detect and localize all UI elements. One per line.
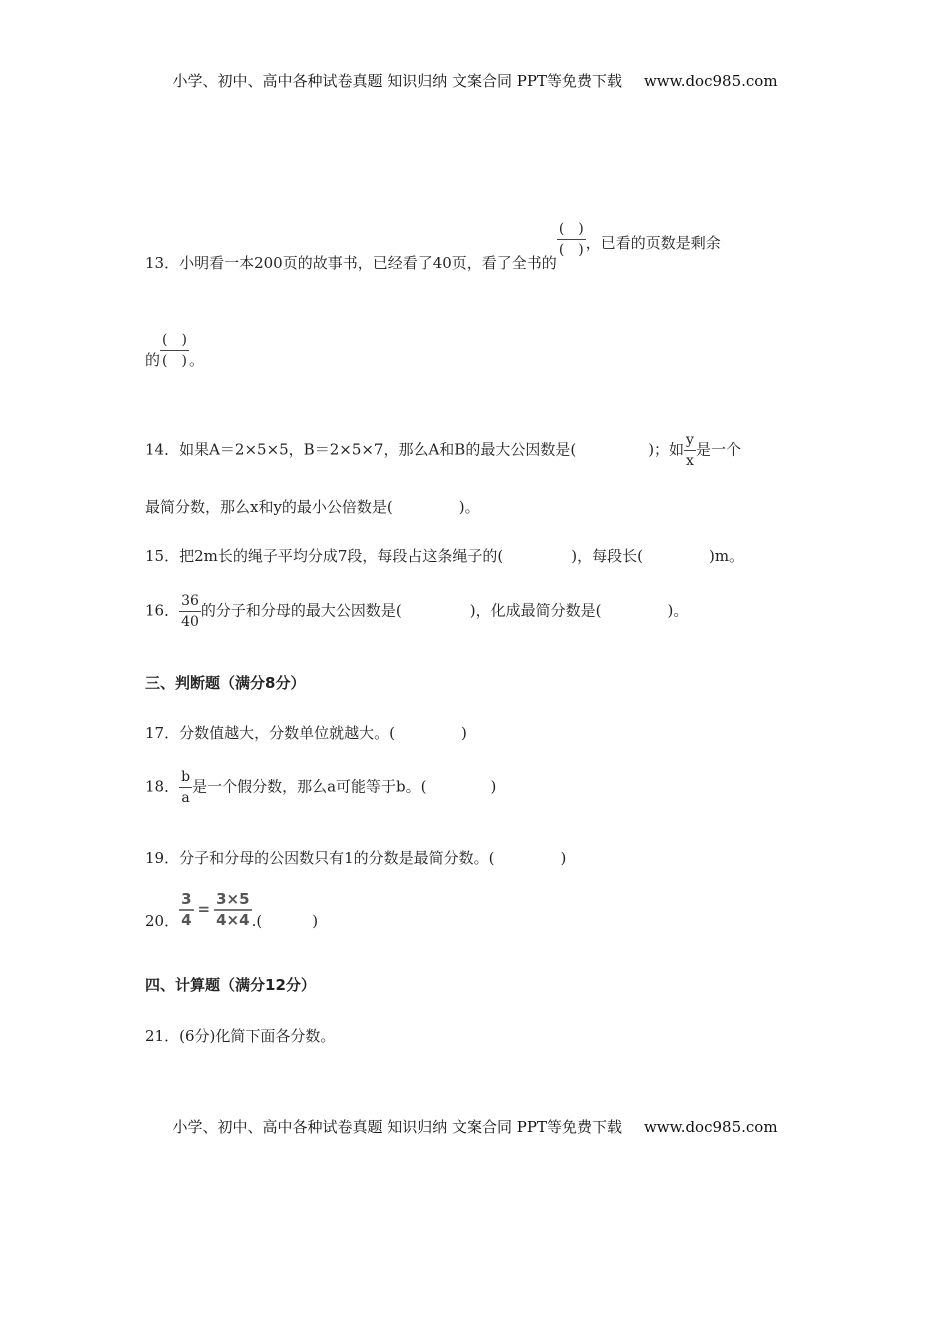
- q19-text: 19．分子和分母的公因数只有1的分数是最简分数。(: [145, 849, 495, 867]
- q20-rhs-den: 4×4: [216, 911, 250, 929]
- q20-end: ): [312, 912, 319, 930]
- q18-frac-num: b: [181, 769, 191, 785]
- question-21: [145, 1025, 335, 1046]
- q20-lhs-fraction: [179, 892, 193, 928]
- q14-line2: 最简分数，那么x和y的最小公倍数是(: [145, 498, 393, 516]
- page-footer: [0, 1116, 950, 1137]
- q20-lhs-num: 3: [181, 890, 192, 908]
- q15-text-2: )，每段长(: [571, 547, 643, 565]
- footer-text: 小学、初中、高中各种试卷真题 知识归纳 文案合同 PPT等免费下载: [172, 1118, 622, 1136]
- q13-text-4: 。: [188, 350, 204, 369]
- q17-text: 17．分数值越大，分数单位就越大。(: [145, 724, 395, 742]
- q16-frac-den: 40: [181, 614, 199, 630]
- q13-blank-den: ( ): [558, 242, 584, 258]
- q14-text-1: 14．如果A＝2×5×5，B＝2×5×7，那么A和B的最大公因数是(: [145, 440, 577, 459]
- header-text: 小学、初中、高中各种试卷真题 知识归纳 文案合同 PPT等免费下载: [172, 72, 622, 90]
- footer-url: www.doc985.com: [643, 1118, 778, 1136]
- q13-text-1: 13．小明看一本200页的故事书，已经看了40页，看了全书的: [145, 253, 557, 272]
- question-19: [145, 847, 566, 868]
- q15-text-1: 15．把2m长的绳子平均分成7段，每段占这条绳子的(: [145, 547, 504, 565]
- q13-text-2: ，已看的页数是剩余: [585, 233, 721, 252]
- q16-text-3: )。: [667, 601, 689, 620]
- q20-rhs-fraction: [214, 892, 251, 928]
- q18-prefix: 18．: [145, 777, 180, 796]
- header-url: www.doc985.com: [643, 72, 778, 90]
- q16-prefix: 16．: [145, 601, 180, 620]
- q15-text-3: )m。: [708, 547, 745, 565]
- q14-frac-num: y: [686, 432, 694, 448]
- q20-equals: =: [197, 900, 211, 918]
- q13-blank2-den: ( ): [162, 353, 187, 369]
- q18-end: ): [490, 777, 497, 796]
- question-13-cont: [145, 333, 204, 368]
- q20-prefix: 20．: [145, 912, 180, 930]
- q13-text-3: 的: [145, 350, 161, 369]
- q18-text: 是一个假分数，那么a可能等于b。(: [192, 777, 427, 796]
- q21-text: 21．(6分)化简下面各分数。: [145, 1027, 336, 1045]
- q20-rhs-num: 3×5: [216, 890, 250, 908]
- section-calculation-title: 四、计算题（满分12分）: [145, 976, 316, 994]
- q20-text: .(: [251, 912, 263, 930]
- section-judgement-title: 三、判断题（满分8分）: [145, 674, 306, 692]
- page-header: [0, 70, 950, 91]
- question-16: [145, 594, 688, 629]
- q14-line2-end: )。: [458, 498, 480, 516]
- question-15: [145, 545, 744, 566]
- question-18: [145, 770, 496, 805]
- q14-fraction-yx: [684, 433, 696, 468]
- q20-lhs-den: 4: [181, 911, 192, 929]
- q14-text-3: 是一个: [695, 440, 741, 459]
- q13-blank2-num: ( ): [162, 332, 187, 348]
- q14-frac-den: x: [686, 453, 694, 469]
- question-13: [145, 221, 721, 272]
- q16-fraction: [179, 594, 201, 629]
- q13-fraction-blank-1: [557, 222, 586, 257]
- q18-fraction: [179, 770, 192, 805]
- q13-fraction-blank-2: [160, 333, 189, 368]
- question-17: [145, 722, 467, 743]
- q16-frac-num: 36: [181, 593, 199, 609]
- q16-text-2: )，化成最简分数是(: [469, 601, 602, 620]
- q17-end: ): [460, 724, 467, 742]
- q14-text-2: )；如: [648, 440, 685, 459]
- question-20: [145, 892, 318, 928]
- question-14-cont: [145, 496, 480, 517]
- q18-frac-den: a: [181, 790, 190, 806]
- question-14: [145, 433, 741, 468]
- q13-blank-num: ( ): [558, 221, 584, 237]
- q16-text-1: 的分子和分母的最大公因数是(: [200, 601, 402, 620]
- q19-end: ): [560, 849, 567, 867]
